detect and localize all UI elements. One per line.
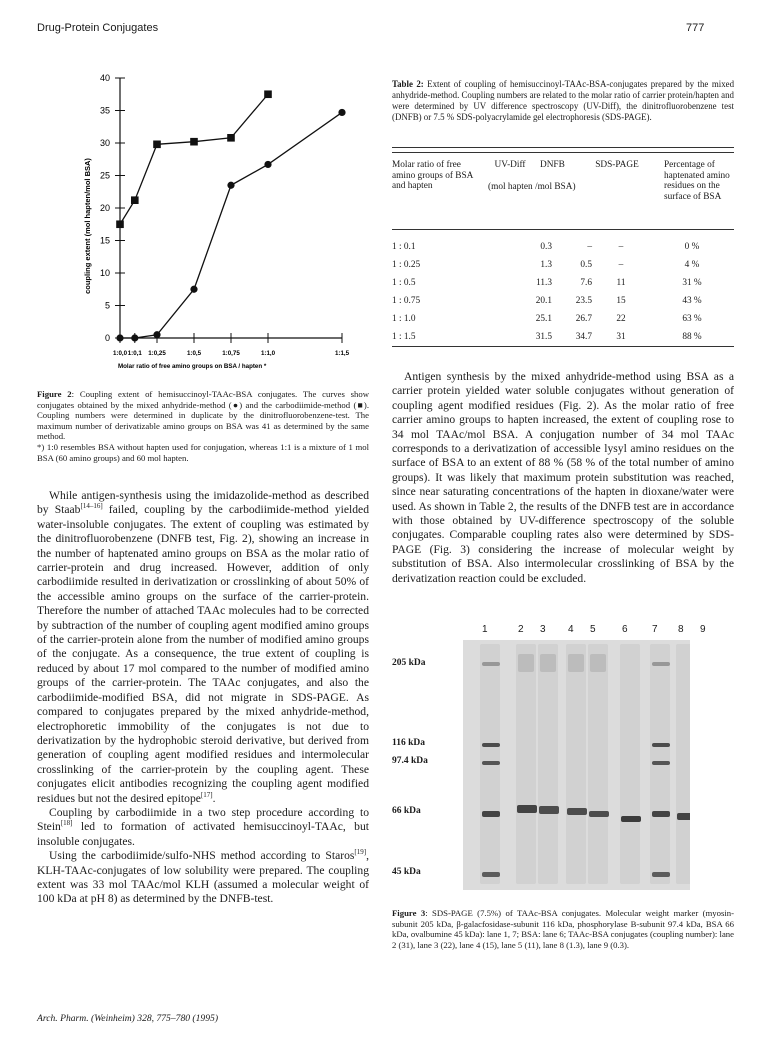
gel-band-205 <box>482 662 500 666</box>
gel-band-conjugate <box>567 808 587 815</box>
table2-cell: – <box>618 260 624 270</box>
y-tick-label: 10 <box>99 268 110 278</box>
gel-band-116 <box>482 743 500 747</box>
table2-cell: 26.7 <box>575 314 592 324</box>
gel-lane <box>620 644 640 884</box>
y-tick-label: 40 <box>99 73 110 83</box>
data-point-square <box>264 90 272 98</box>
y-tick-label: 25 <box>99 170 110 181</box>
molecular-weight-marker-label: 66 kDa <box>392 806 421 816</box>
table2-rule-top2 <box>392 152 734 153</box>
gel-band-97 <box>652 761 670 765</box>
gel-band-conjugate <box>517 805 537 813</box>
gel-lane-label: 8 <box>678 624 684 635</box>
gel-band-conjugate <box>589 811 609 817</box>
table2-cell: 22 <box>616 314 626 324</box>
table2-cell: 1 : 0.25 <box>392 260 421 270</box>
gel-lane <box>588 644 608 884</box>
table2 <box>392 160 734 202</box>
molecular-weight-marker-label: 97.4 kDa <box>392 756 428 766</box>
table2-cell: – <box>618 242 624 252</box>
table2-cell: 88 % <box>682 332 702 342</box>
table2-col-percentage: Percentage of haptenated amino residues on the surface of BSA <box>664 160 730 202</box>
gel-lane-label: 5 <box>590 624 596 635</box>
y-tick-label: 35 <box>99 105 110 116</box>
table2-row <box>392 328 734 346</box>
y-axis-label: coupling extent (mol hapten/mol BSA) <box>83 158 92 294</box>
table2-row <box>392 274 734 292</box>
gel-lane-label: 3 <box>540 624 546 635</box>
gel-marker-labels <box>392 640 462 890</box>
x-tick-label: 1:1,5 <box>334 350 350 357</box>
table2-rule-mid <box>392 229 734 230</box>
left-paragraph: While antigen-synthesis using the imidazolide-method as described by Staab[14–16] failed, coupling by the carbodiimide-method yielded water-insoluble conjugates. The extent of coupling was estimated by the dinitrofluorobenzene (DNFB test, Fig. 2), showing an increase in the number of haptenated amino groups on BSA as the molar ratio of carrier-protein and drug increased. However, addition of only carbodiimide resulted in derivatization or crosslinking of about 50% of the accessible amino groups on the surface of the carrier-protein. Therefore the number of attached TAAc molecules had to be corrected by subtraction of the number of coupling agent modified amino groups of the carrier-protein alone from the number of modified amino groups of the conjugate. As a consequence, the true extent of coupling is reduced by about 17 mol compared to the number of modified amino groups of the carrier-protein. The TAAc conjugates, and also the carbodiimide-modified BSA, did not migrate in SDS-PAGE. As compared to conjugates prepared by the mixed anhydride-method, electrophoretic immobility of the conjugates is not due to derivatization by the hydrophobic steroid derivative, but derived from generation of coupling agent modified residues and intermolecular crosslinking of the carrier-protein by the coupling agent. These conjugates elicit antibodies recognizing the coupling agent modified residues but not the desired epitope[17]. <box>37 489 369 805</box>
table2-cell: 1 : 1.0 <box>392 314 416 324</box>
x-tick-label: 1:1,0 <box>260 350 276 357</box>
running-title: Drug-Protein Conjugates <box>37 22 159 34</box>
series-line-square <box>120 94 268 224</box>
x-tick-label: 1:0,1 <box>127 350 142 357</box>
table2-rule-bottom <box>392 346 734 347</box>
figure3-caption <box>392 908 734 950</box>
gel-band-45 <box>482 872 500 877</box>
table2-rule-top <box>392 147 734 148</box>
gel-band-116 <box>652 743 670 747</box>
gel-lane-label: 4 <box>568 624 574 635</box>
table2-cell: 1 : 0.1 <box>392 242 416 252</box>
table2-cell: 15 <box>616 296 626 306</box>
table2-header-row <box>392 160 734 202</box>
table2-col-ratio: Molar ratio of free amino groups of BSA and hapten <box>392 160 473 191</box>
left-paragraph: Coupling by carbodiimide in a two step procedure according to Stein[18] led to formation of activated hemisuccinoyl-TAAc, but insoluble conjugates. <box>37 805 369 848</box>
table2-cell: 7.6 <box>580 278 592 288</box>
table2-cell: 11 <box>616 278 626 288</box>
data-point-square <box>153 141 161 149</box>
gel-lane-label: 7 <box>652 624 658 635</box>
sds-page-gel <box>463 640 690 890</box>
y-tick-label: 30 <box>99 138 110 148</box>
reference-mark: [19] <box>354 848 367 857</box>
y-tick-label: 0 <box>104 333 110 343</box>
journal-citation: Arch. Pharm. (Weinheim) 328, 775–780 (1995) <box>37 1013 219 1024</box>
gel-band-205 <box>652 662 670 666</box>
data-point-circle <box>116 334 123 341</box>
x-tick-label: 1:0,5 <box>186 350 202 357</box>
reference-mark: [18] <box>60 819 73 828</box>
data-point-square <box>131 196 139 204</box>
table2-cell: 31 <box>616 332 626 342</box>
table2-cell: 43 % <box>682 296 702 306</box>
table2-row <box>392 292 734 310</box>
x-tick-label: 1:0,75 <box>222 350 240 357</box>
table2-cell: 4 % <box>684 260 700 270</box>
table2-row <box>392 238 734 256</box>
data-point-circle <box>153 331 160 338</box>
table2-caption-text: Extent of coupling of hemisuccinoyl-TAAc-BSA-conjugates prepared by the mixed anhydride-method. Coupling numbers are related to the molar ratio of carrier protein/hapten and were determined by UV difference spectroscopy (UV-Diff), the dinitrofluorobenzene test (DNFB) or 7.5 % SDS-polyacrylamide gel electrophoresis (SDS-PAGE). <box>392 79 735 122</box>
table2-cell: 20.1 <box>535 296 552 306</box>
data-point-circle <box>338 109 345 116</box>
y-tick-label: 15 <box>99 235 110 246</box>
table2-col-sdspage: SDS-PAGE <box>595 160 639 170</box>
figure2-caption-text: : Coupling extent of hemisuccinoyl-TAAc-BSA conjugates. The curves show conjugates obtained by the mixed anhydride-method (●) and the carbodiimide-method (■). Coupling numbers were determined in duplicate by the dinitrofluorobenzene-test. The maximum number of derivatizable amino groups on BSA was 41 as determined by the same method. <box>37 389 369 442</box>
data-point-square <box>190 138 198 146</box>
right-column-text: Antigen synthesis by the mixed anhydride-method using BSA as a carrier protein yielded water soluble conjugates without generation of coupling agent modified residues (Fig. 2). As the molar ratio of free carrier amino groups to hapten increased, the extent of coupling rose to 34 mol TAAc/mol BSA. A conjugation number of 34 mol TAAc corresponds to a derivatization of accessible lysyl amino residues on the surface of BSA to an extent of 88 % (58 % of the total number of amino groups). It was likely that maximum protein substitution was reached, since near saturating concentrations of the hapten in dioxane/water were used. As shown in Table 2, the results of the DNFB test are in accordance with those obtained by UV-difference spectroscopy of the soluble conjugates. Comparable coupling rates also were determined by SDS-PAGE (Fig. 3) considering the increase of molecular weight by substitution of BSA. Also intermolecular crosslinking of BSA by the derivatization reaction could be excluded. <box>392 370 734 585</box>
table2-cell: 1.3 <box>540 260 552 270</box>
table2-cell: 1 : 1.5 <box>392 332 416 342</box>
data-point-circle <box>264 161 271 168</box>
left-paragraph: Using the carbodiimide/sulfo-NHS method according to Staros[19], KLH-TAAc-conjugates of low solubility were prepared. The coupling extent was 33 mol TAAc/mol KLH (assumed a molecular weight of 100 kDa at pH 8) as determined by the DNFB-test. <box>37 848 369 906</box>
gel-lane <box>538 644 558 884</box>
gel-lane <box>516 644 536 884</box>
table2-cell: 1 : 0.75 <box>392 296 421 306</box>
gel-lane-label: 9 <box>700 624 706 635</box>
figure3-caption-text: : SDS-PAGE (7.5%) of TAAc-BSA conjugates. Molecular weight marker (myosin-subunit 205 kDa, β-galacfosidase-subunit 116 kDa, phosphorylase B-subunit 97.4 kDa, BSA 66 kDa, ovalbumine 45 kDa): lane 1, 7; BSA: lane 6; TAAc-BSA conjugates (coupling number): lane 2 (31), lane 3 (22), lane 4 (15), lane 5 (11), lane 8 (1.3), lane 9 (0.3). <box>392 908 735 950</box>
figure3-caption-label: Figure 3 <box>392 908 426 918</box>
gel-band-conjugate <box>539 806 559 814</box>
gel-band-66 <box>482 811 500 817</box>
gel-lane-label: 2 <box>518 624 524 635</box>
gel-smear <box>540 654 556 672</box>
gel-lane <box>676 644 690 884</box>
data-point-circle <box>227 182 234 189</box>
table2-cell: 1 : 0.5 <box>392 278 416 288</box>
gel-band-66 <box>652 811 670 817</box>
gel-lane-label: 6 <box>622 624 628 635</box>
gel-smear <box>518 654 534 672</box>
molecular-weight-marker-label: 45 kDa <box>392 867 421 877</box>
gel-lane <box>566 644 586 884</box>
molecular-weight-marker-label: 205 kDa <box>392 658 426 668</box>
table2-caption-label: Table 2: <box>392 79 424 89</box>
table2-cell: – <box>587 242 592 252</box>
y-tick-label: 5 <box>104 300 110 311</box>
x-tick-label: 1:0,0 <box>112 350 128 357</box>
gel-svg <box>463 640 690 890</box>
gel-smear <box>590 654 606 672</box>
figure2-caption-label: Figure 2 <box>37 389 72 399</box>
gel-band-conjugate <box>621 816 641 822</box>
gel-band-45 <box>652 872 670 877</box>
table2-col-unit: (mol hapten /mol BSA) <box>488 182 576 192</box>
table2-col-uvdiff: UV-Diff <box>494 160 526 170</box>
y-tick-label: 20 <box>99 203 110 213</box>
table2-body <box>392 238 734 346</box>
data-point-circle <box>190 286 197 293</box>
table2-cell: 11.3 <box>536 278 552 288</box>
data-point-square <box>227 134 235 142</box>
table2-row <box>392 256 734 274</box>
table2-cell: 0.5 <box>580 260 592 270</box>
gel-smear <box>568 654 584 672</box>
page-number: 777 <box>686 22 705 34</box>
gel-band-conjugate <box>677 813 690 820</box>
x-axis-label: Molar ratio of free amino groups on BSA / hapten * <box>118 363 267 370</box>
molecular-weight-marker-label: 116 kDa <box>392 738 425 748</box>
data-point-circle <box>131 334 138 341</box>
gel-lane-label: 1 <box>482 624 488 635</box>
table2-cell: 25.1 <box>535 314 552 324</box>
table2-cell: 31 % <box>682 278 702 288</box>
data-point-square <box>116 220 124 228</box>
left-column-text <box>37 489 369 907</box>
figure2-caption-note: *) 1:0 resembles BSA without hapten used for conjugation, whereas 1:1 is a mixture of 1 mol BSA (60 amino groups) and 60 mol hapten. <box>37 441 369 463</box>
table2-cell: 0.3 <box>540 242 552 252</box>
figure2-chart <box>70 62 370 372</box>
reference-mark: [17] <box>200 790 213 799</box>
table2-row <box>392 310 734 328</box>
table2-cell: 63 % <box>682 314 702 324</box>
figure2-svg <box>70 62 370 372</box>
table2-cell: 0 % <box>684 242 700 252</box>
x-tick-label: 1:0,25 <box>148 350 166 357</box>
table2-cell: 34.7 <box>575 332 592 342</box>
table2-cell: 31.5 <box>535 332 552 342</box>
table2-caption <box>392 79 734 123</box>
table2-col-dnfb: DNFB <box>540 160 565 170</box>
figure2-caption <box>37 389 369 463</box>
reference-mark: [14–16] <box>80 502 103 511</box>
gel-band-97 <box>482 761 500 765</box>
table2-cell: 23.5 <box>575 296 592 306</box>
gel-lane-labels <box>460 624 706 638</box>
